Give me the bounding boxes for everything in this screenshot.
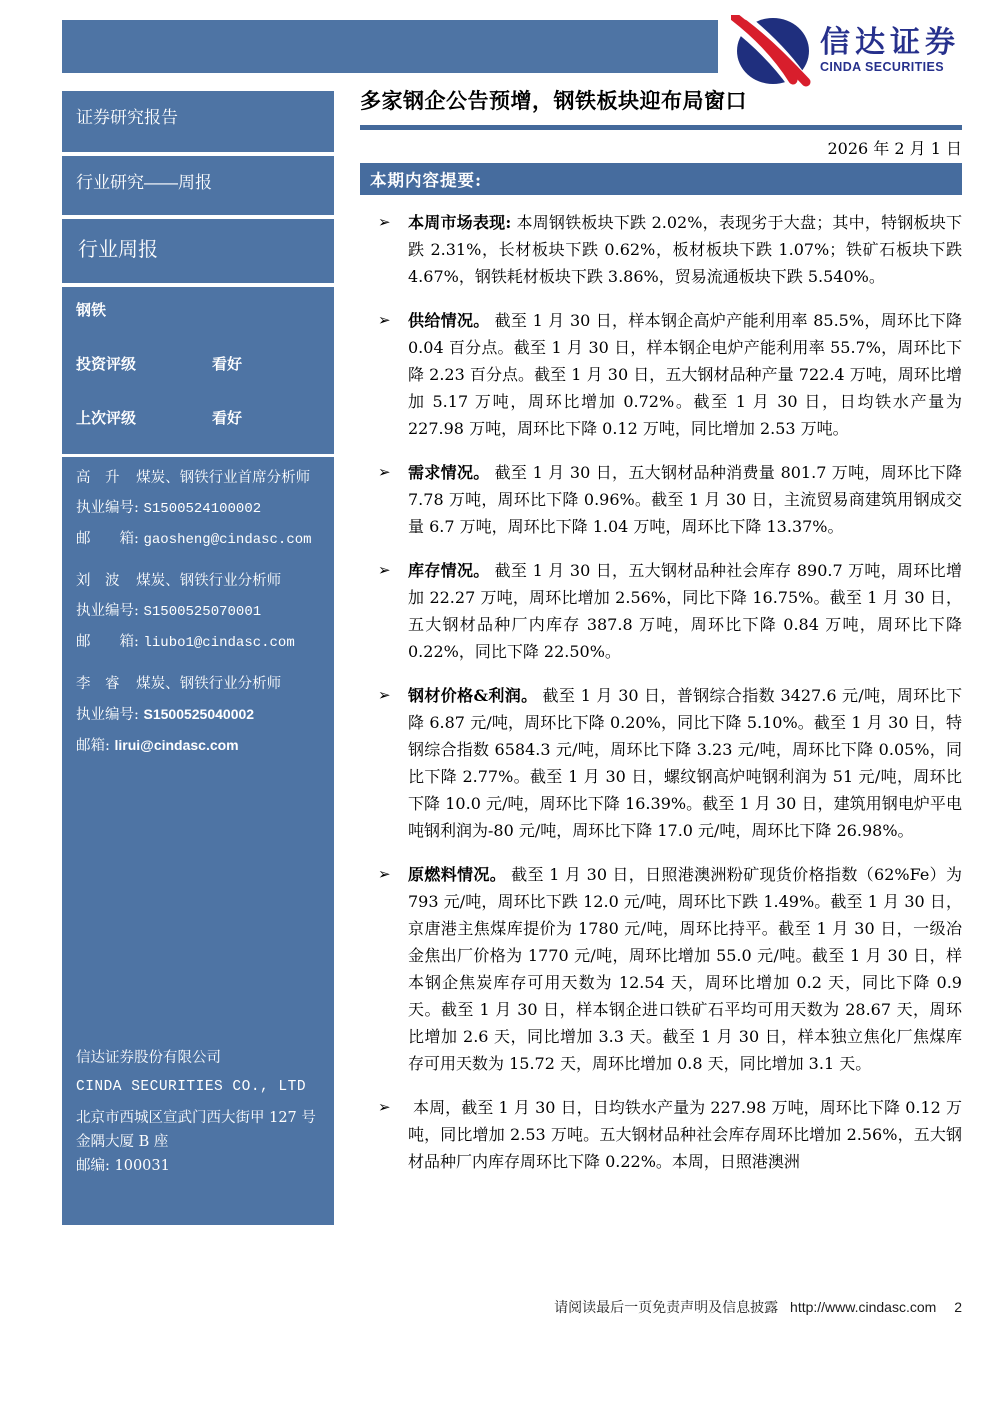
header-banner-bar bbox=[62, 20, 718, 73]
research-series-box bbox=[62, 156, 334, 215]
bullet-text bbox=[408, 557, 962, 665]
bullet-text bbox=[408, 682, 962, 844]
bullet-lead: 钢材价格&利润。 bbox=[408, 686, 538, 705]
summary-bullet-list bbox=[360, 209, 962, 1175]
analyst-license-row bbox=[76, 705, 320, 725]
footer-url-link[interactable]: http://www.cindasc.com bbox=[790, 1299, 937, 1315]
analyst-email-row bbox=[76, 530, 320, 550]
company-name-en: CINDA SECURITIES CO., LTD bbox=[76, 1079, 307, 1095]
logo-text bbox=[820, 28, 960, 74]
bullet-text bbox=[408, 307, 962, 442]
bullet-lead: 库存情况。 bbox=[408, 561, 490, 580]
bullet-text bbox=[408, 1094, 962, 1175]
bullet-body: 截至 1 月 30 日，样本钢企高炉产能利用率 85.5%，周环比下降 0.04 百分点。截至 1 月 30 日，样本钢企电炉产能利用率 55.7%，周环比下降 2.23 百分点。截至 1 月 30 日，五大钢材品种产量 722.4 万吨，周环比增加 5.17 万吨，周环比增加 0.72%。截至 1 月 30 日，日均铁水产量为 227.98 万吨，周环比下降 0.12 万吨，同比增加 2.53 万吨。 bbox=[408, 311, 962, 438]
bullet-arrow-icon: ➢ bbox=[378, 214, 391, 231]
page-title: 多家钢企公告预增，钢铁板块迎布局窗口 bbox=[360, 90, 747, 113]
analyst-card bbox=[76, 469, 320, 550]
bullet-body: 截至 1 月 30 日，普钢综合指数 3427.6 元/吨，周环比下降 6.87 元/吨，周环比下降 0.20%，同比下降 5.10%。截至 1 月 30 日，特钢综合指数 6584.3 元/吨，周环比下降 3.23 元/吨，周环比下降 0.05%，同比下降 2.77%。截至 1 月 30 日，螺纹钢高炉吨钢利润为 51 元/吨，周环比下降 10.0 元/吨，周环比下降 16.39%。截至 1 月 30 日，建筑用钢电炉平电吨钢利润为-80 元/吨，周环比下降 17.0 元/吨，周环比下降 26.98%。 bbox=[408, 686, 962, 840]
previous-rating-row bbox=[76, 407, 320, 428]
report-type-label: 证券研究报告 bbox=[76, 108, 178, 127]
analyst-email-row bbox=[76, 633, 320, 653]
analyst-name-row bbox=[76, 572, 320, 591]
bullet-body: 截至 1 月 30 日，日照港澳洲粉矿现货价格指数（62%Fe）为 793 元/吨，周环比下跌 12.0 元/吨，周环比下跌 1.49%。截至 1 月 30 日，京唐港主焦煤库提价为 1780 元/吨，周环比持平。截至 1 月 30 日，一级冶金焦出厂价格为 1770 元/吨，周环比增加 55.0 元/吨。截至 1 月 30 日，样本钢企焦炭库存可用天数为 12.54 天，周环比增加 0.2 天，同比下降 0.9 天。截至 1 月 30 日，样本钢企进口铁矿石平均可用天数为 28.67 天，周环比增加 2.6 天，同比增加 3.3 天。截至 1 月 30 日，样本独立焦化厂焦煤库存可用天数为 15.72 天，周环比增加 0.8 天，同比增加 3.1 天。 bbox=[408, 865, 962, 1073]
company-address: 北京市西城区宣武门西大街甲 127 号金隅大厦 B 座 bbox=[76, 1110, 316, 1150]
license-label: 执业编号: bbox=[76, 707, 139, 723]
analyst-name: 高 升 bbox=[76, 470, 120, 486]
bullet-arrow-icon: ➢ bbox=[378, 866, 391, 883]
summary-header-bar: 本期内容提要: bbox=[360, 163, 962, 195]
bullet-lead: 供给情况。 bbox=[408, 311, 490, 330]
company-postcode: 邮编: 100031 bbox=[76, 1158, 170, 1174]
rating-label: 投资评级 bbox=[76, 356, 137, 373]
email-label: 邮箱: bbox=[76, 738, 110, 754]
license-number: S1500525040002 bbox=[143, 706, 255, 722]
email-address: lirui@cindasc.com bbox=[114, 737, 239, 753]
sidebar bbox=[62, 91, 334, 1225]
analyst-title: 煤炭、钢铁行业首席分析师 bbox=[136, 470, 311, 486]
email-label: 邮 箱: bbox=[76, 531, 139, 547]
analyst-list bbox=[76, 469, 320, 778]
license-number: S1500524100002 bbox=[143, 501, 262, 517]
bullet-inventory bbox=[378, 557, 962, 665]
company-name-cn: 信达证券股份有限公司 bbox=[76, 1050, 221, 1066]
analyst-name-row bbox=[76, 469, 320, 488]
bullet-body: 本周，截至 1 月 30 日，日均铁水产量为 227.98 万吨，周环比下降 0.12 万吨，同比增加 2.53 万吨。五大钢材品种社会库存周环比增加 2.56%，五大钢材品种厂内库存周环比下降 0.22%。本周，日照港澳洲 bbox=[408, 1098, 962, 1171]
analyst-name-row bbox=[76, 675, 320, 694]
bullet-raw-materials bbox=[378, 861, 962, 1077]
analyst-license-row bbox=[76, 499, 320, 519]
license-label: 执业编号: bbox=[76, 603, 139, 619]
previous-rating-value: 看好 bbox=[212, 410, 243, 427]
bullet-arrow-icon: ➢ bbox=[378, 562, 391, 579]
analyst-name: 李 睿 bbox=[76, 676, 120, 692]
research-series-label: 行业研究——周报 bbox=[76, 173, 212, 192]
page-footer bbox=[554, 1297, 962, 1317]
analyst-license-row bbox=[76, 602, 320, 622]
bullet-lead: 原燃料情况。 bbox=[408, 865, 507, 884]
email-address: liubo1@cindasc.com bbox=[143, 635, 295, 651]
bullet-arrow-icon: ➢ bbox=[378, 687, 391, 704]
bullet-lead: 需求情况。 bbox=[408, 463, 490, 482]
report-type-box bbox=[62, 91, 334, 152]
title-underline bbox=[360, 125, 962, 130]
logo-text-en: CINDA SECURITIES bbox=[820, 60, 945, 75]
bullet-price-profit bbox=[378, 682, 962, 844]
bullet-text bbox=[408, 459, 962, 540]
disclaimer-text: 请阅读最后一页免责声明及信息披露 bbox=[554, 1300, 779, 1316]
bullet-body: 本周钢铁板块下跌 2.02%，表现劣于大盘；其中，特钢板块下跌 2.31%，长材板块下跌 0.62%，板材板块下跌 1.07%；铁矿石板块下跌 4.67%，钢铁耗材板块下跌 3.86%，贸易流通板块下跌 5.540%。 bbox=[408, 213, 962, 286]
analyst-title: 煤炭、钢铁行业分析师 bbox=[136, 676, 282, 692]
industry-weekly-box bbox=[62, 219, 334, 283]
bullet-arrow-icon: ➢ bbox=[378, 464, 391, 481]
main-content bbox=[360, 88, 962, 1192]
bullet-demand bbox=[378, 459, 962, 540]
company-info bbox=[76, 1048, 320, 1225]
company-logo bbox=[731, 14, 971, 88]
bullet-week-summary bbox=[378, 1094, 962, 1175]
email-label: 邮 箱: bbox=[76, 634, 139, 650]
page-number: 2 bbox=[954, 1299, 962, 1315]
report-date: 2026 年 2 月 1 日 bbox=[827, 139, 962, 158]
bullet-text bbox=[408, 861, 962, 1077]
license-label: 执业编号: bbox=[76, 500, 139, 516]
industry-name: 钢铁 bbox=[76, 302, 107, 319]
analyst-card bbox=[76, 572, 320, 653]
bullet-supply bbox=[378, 307, 962, 442]
license-number: S1500525070001 bbox=[143, 604, 262, 620]
logo-text-cn: 信达证券 bbox=[820, 26, 960, 60]
rating-value: 看好 bbox=[212, 356, 243, 373]
industry-weekly-label: 行业周报 bbox=[78, 239, 158, 261]
analyst-card bbox=[76, 675, 320, 756]
bullet-body: 截至 1 月 30 日，五大钢材品种消费量 801.7 万吨，周环比下降 7.78 万吨，周环比下降 0.96%。截至 1 月 30 日，主流贸易商建筑用钢成交量 6.7 万吨，周环比下降 1.04 万吨，周环比下降 13.37%。 bbox=[408, 463, 962, 536]
bullet-body: 截至 1 月 30 日，五大钢材品种社会库存 890.7 万吨，周环比增加 22.27 万吨，周环比增加 2.56%，同比下降 16.75%。截至 1 月 30 日，五大钢材品种厂内库存 387.8 万吨，周环比下降 0.84 万吨，周环比下降 0.22%，同比下降 22.50%。 bbox=[408, 561, 962, 661]
analyst-email-row bbox=[76, 736, 320, 756]
email-address: gaosheng@cindasc.com bbox=[143, 532, 312, 548]
bullet-arrow-icon: ➢ bbox=[378, 312, 391, 329]
bullet-market-performance bbox=[378, 209, 962, 290]
sidebar-spacer bbox=[76, 778, 320, 1048]
previous-rating-label: 上次评级 bbox=[76, 410, 137, 427]
cinda-logo-icon bbox=[731, 15, 811, 87]
sidebar-divider bbox=[62, 454, 334, 457]
bullet-lead: 本周市场表现: bbox=[408, 213, 512, 232]
investment-rating-row bbox=[76, 353, 320, 374]
analyst-name: 刘 波 bbox=[76, 573, 120, 589]
bullet-text bbox=[408, 209, 962, 290]
bullet-arrow-icon: ➢ bbox=[378, 1099, 391, 1116]
analyst-title: 煤炭、钢铁行业分析师 bbox=[136, 573, 282, 589]
sidebar-info-panel bbox=[62, 287, 334, 1225]
